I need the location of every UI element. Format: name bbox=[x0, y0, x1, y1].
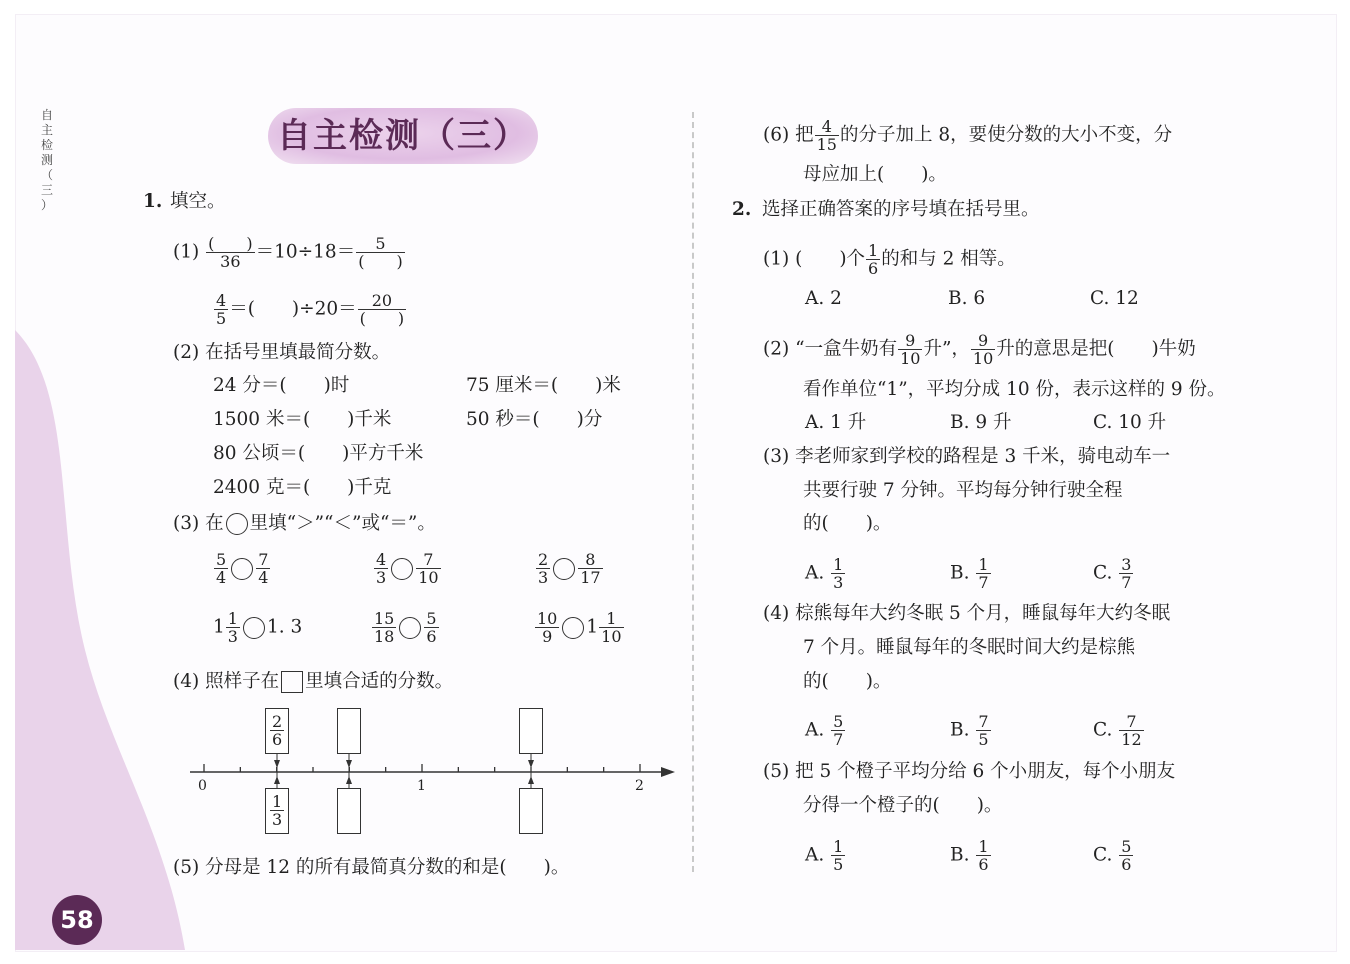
fraction: ( ) 36 bbox=[208, 234, 253, 271]
compare-item: $\frac{15}{18}$ $\frac{5}{6}$ bbox=[374, 609, 437, 646]
tick-label: 0 bbox=[198, 778, 207, 794]
page-title: 自主检测（三） bbox=[277, 116, 529, 156]
q2-3-line3: 的( )。 bbox=[803, 513, 892, 534]
option[interactable]: C. $\frac{7}{12}$ bbox=[1093, 712, 1142, 749]
q2-5-line1: (5) 把 5 个橙子平均分给 6 个小朋友，每个小朋友 bbox=[763, 761, 1176, 782]
option[interactable]: B. $\frac{1}{7}$ bbox=[950, 555, 989, 592]
compare-item: $\frac{5}{4}$ $\frac{7}{4}$ bbox=[216, 550, 269, 587]
option[interactable]: A. 1 升 bbox=[805, 412, 867, 433]
option[interactable]: B. $\frac{1}{6}$ bbox=[950, 837, 989, 874]
compare-circle[interactable] bbox=[399, 617, 421, 639]
q1-2-row: 2400 克＝( )千克 bbox=[213, 477, 392, 498]
q1-2-row: 24 分＝( )时 bbox=[213, 375, 350, 396]
q1-2-row: 1500 米＝( )千米 bbox=[213, 409, 392, 430]
q2-3-line1: (3) 李老师家到学校的路程是 3 千米，骑电动车一 bbox=[763, 446, 1171, 467]
option[interactable]: B. $\frac{7}{5}$ bbox=[950, 712, 989, 749]
sample-box-top: 2 6 bbox=[265, 708, 289, 754]
q2-number: 2. bbox=[732, 199, 752, 220]
q2-1-text: (1) ( )个 $\frac{1}{6}$ 的和与 2 相等。 bbox=[763, 241, 1016, 278]
q1-2-heading: (2) 在括号里填最简分数。 bbox=[173, 342, 391, 363]
answer-box[interactable] bbox=[519, 788, 543, 834]
q1-1-line1 bbox=[173, 235, 406, 270]
option[interactable]: A. $\frac{5}{7}$ bbox=[805, 712, 844, 749]
sample-box-bottom: 1 3 bbox=[265, 788, 289, 834]
answer-box[interactable] bbox=[337, 788, 361, 834]
q2-3-line2: 共要行驶 7 分钟。平均每分钟行驶全程 bbox=[803, 480, 1123, 501]
answer-box[interactable] bbox=[519, 708, 543, 754]
q1-heading: 填空。 bbox=[170, 191, 226, 212]
q1-3-heading: (3) 在 里填“＞”“＜”或“＝”。 bbox=[173, 513, 436, 534]
q1-5: (5) 分母是 12 的所有最简真分数的和是( )。 bbox=[173, 857, 570, 878]
q2-heading: 选择正确答案的序号填在括号里。 bbox=[762, 199, 1040, 220]
q2-2-line1: (2) “一盒牛奶有 $\frac{9}{10}$ 升”， $\frac{9}{10}$ 升的意思是把( )牛奶 bbox=[763, 331, 1196, 368]
number-line bbox=[185, 700, 685, 840]
q1-1-line2 bbox=[213, 292, 407, 327]
tick-label: 2 bbox=[635, 778, 644, 794]
q1-2-row: 50 秒＝( )分 bbox=[466, 409, 603, 430]
option[interactable]: A. $\frac{1}{3}$ bbox=[805, 555, 844, 592]
option[interactable]: C. 12 bbox=[1090, 288, 1139, 309]
q1-1-eq: ＝10÷18＝ bbox=[255, 241, 356, 263]
fraction: $\frac{4}{5}$ bbox=[216, 291, 227, 328]
answer-box[interactable] bbox=[337, 708, 361, 754]
q2-4-line2: 7 个月。睡鼠每年的冬眠时间大约是棕熊 bbox=[803, 637, 1136, 658]
option[interactable]: C. $\frac{3}{7}$ bbox=[1093, 555, 1132, 592]
q2-2-line2: 看作单位“1”，平均分成 10 份，表示这样的 9 份。 bbox=[803, 379, 1226, 400]
option[interactable]: B. 6 bbox=[948, 288, 986, 309]
q1-6-line2: 母应加上( )。 bbox=[803, 164, 947, 185]
q2-4-line3: 的( )。 bbox=[803, 671, 892, 692]
decorative-wave bbox=[15, 330, 185, 950]
compare-circle[interactable] bbox=[243, 617, 265, 639]
tick-label: 1 bbox=[417, 778, 426, 794]
q1-number: 1. bbox=[143, 191, 163, 212]
column-divider bbox=[692, 112, 694, 872]
option[interactable]: C. $\frac{5}{6}$ bbox=[1093, 837, 1132, 874]
option[interactable]: C. 10 升 bbox=[1093, 412, 1167, 433]
circle-icon bbox=[226, 513, 248, 535]
q2-4-line1: (4) 棕熊每年大约冬眠 5 个月，睡鼠每年大约冬眠 bbox=[763, 603, 1171, 624]
q1-2-row: 80 公顷＝( )平方千米 bbox=[213, 443, 424, 464]
square-icon bbox=[281, 671, 303, 693]
option[interactable]: B. 9 升 bbox=[950, 412, 1012, 433]
compare-item: 1 $\frac{1}{3}$ 1. 3 bbox=[213, 609, 303, 646]
q1-2-row: 75 厘米＝( )米 bbox=[466, 375, 621, 396]
compare-item: $\frac{2}{3}$ $\frac{8}{17}$ bbox=[538, 550, 601, 587]
compare-circle[interactable] bbox=[562, 617, 584, 639]
page-number: 58 bbox=[52, 895, 102, 945]
q1-4-heading: (4) 照样子在 里填合适的分数。 bbox=[173, 671, 454, 692]
compare-circle[interactable] bbox=[231, 558, 253, 580]
side-label: 自 主 检 测 （ 三 ） bbox=[40, 108, 53, 212]
fraction: 20 ( ) bbox=[359, 291, 405, 328]
compare-item: $\frac{4}{3}$ $\frac{7}{10}$ bbox=[376, 550, 439, 587]
option[interactable]: A. $\frac{1}{5}$ bbox=[805, 837, 844, 874]
q1-6-line1: (6) 把 $\frac{4}{15}$ 的分子加上 8，要使分数的大小不变，分 bbox=[763, 117, 1173, 154]
option[interactable]: A. 2 bbox=[805, 288, 842, 309]
compare-circle[interactable] bbox=[553, 558, 575, 580]
compare-item: $\frac{10}{9}$ 1 $\frac{1}{10}$ bbox=[537, 609, 622, 646]
q1-1-eq2: ＝( )÷20＝ bbox=[229, 298, 357, 320]
compare-circle[interactable] bbox=[391, 558, 413, 580]
fraction: 5 ( ) bbox=[358, 234, 403, 271]
q2-5-line2: 分得一个橙子的( )。 bbox=[803, 795, 1003, 816]
q1-1-label: (1) bbox=[173, 241, 200, 263]
